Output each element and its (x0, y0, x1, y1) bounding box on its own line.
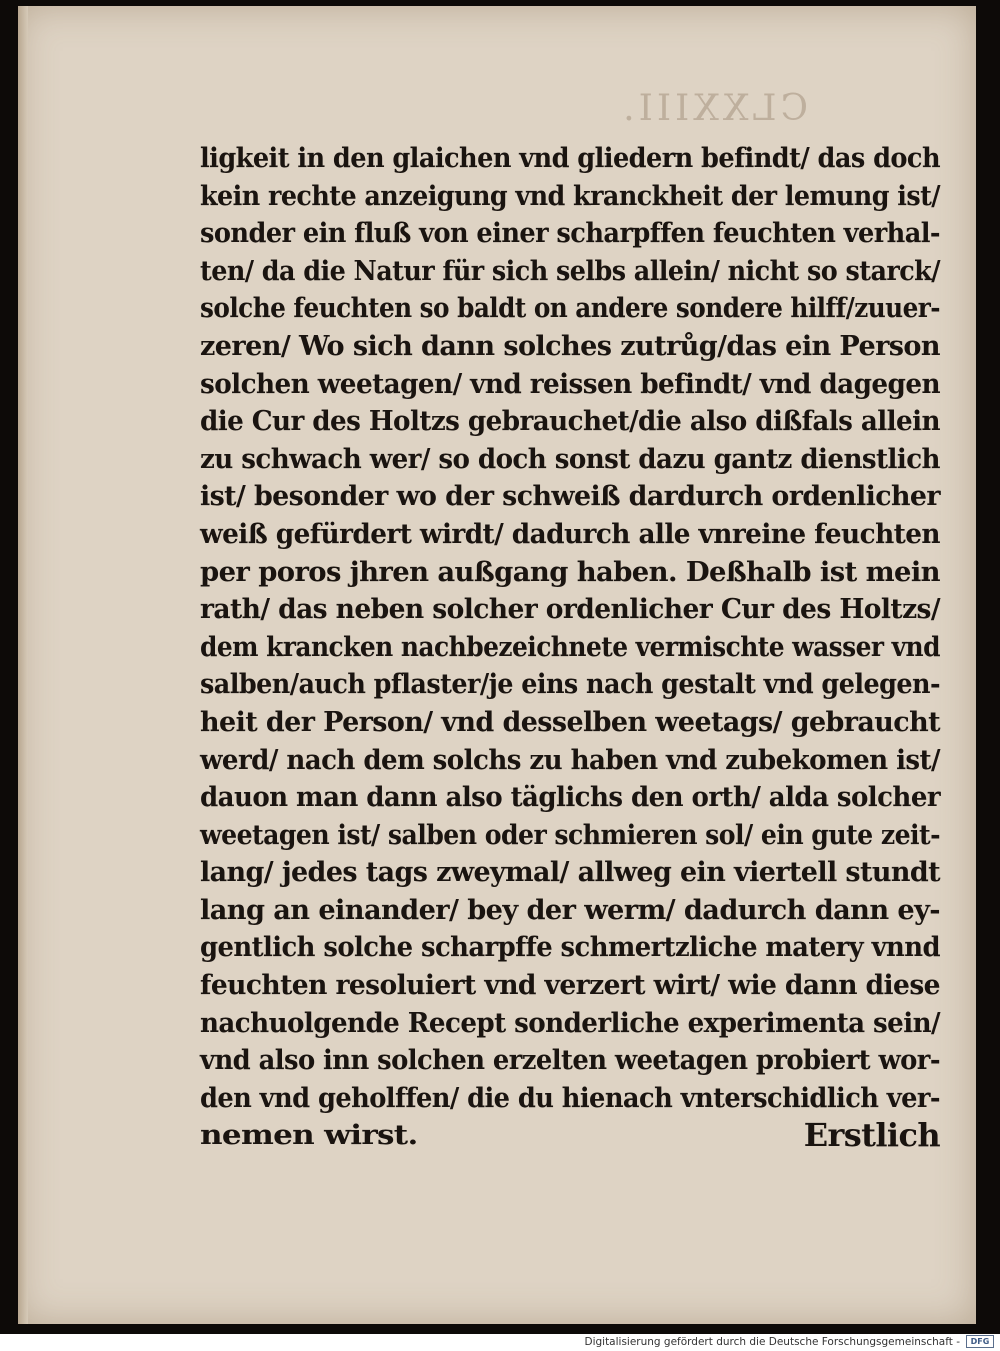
text-line (200, 1005, 940, 1043)
text-line (200, 929, 940, 967)
text-line (200, 742, 940, 780)
footer-bar (0, 1334, 1000, 1351)
text-line (200, 854, 940, 892)
text-line (200, 215, 940, 253)
text-line (200, 704, 940, 742)
text-line (200, 290, 940, 328)
catchword: Erstlich (803, 1116, 940, 1155)
text-line (200, 328, 940, 366)
text-line-content: lang an einander/ bey der werm/ dadurch dann ey- (200, 894, 940, 926)
text-line (200, 1117, 940, 1155)
text-line-content: heit der Person/ vnd desselben weetags/ gebraucht (200, 706, 940, 738)
text-line-content: weiß gefürdert wirdt/ dadurch alle vnreine feuchten (200, 518, 940, 550)
text-line (200, 1042, 940, 1080)
text-line-content: nachuolgende Recept sonderliche experimenta sein/ (200, 1007, 940, 1039)
text-line-content: zeren/ Wo sich dann solches zutrůg/das ein Person (200, 330, 941, 362)
text-line-content: ten/ da die Natur für sich selbs allein/ nicht so starck/ (200, 255, 940, 287)
text-line-content: solchen weetagen/ vnd reissen befindt/ vnd dagegen (200, 368, 940, 400)
text-line-content: dauon man dann also täglichs den orth/ alda solcher (200, 782, 940, 814)
text-line-content: salben/auch pflaster/je eins nach gestalt vnd gelegen- (200, 669, 940, 701)
running-head-bleedthrough: CLXXIII. (619, 88, 808, 129)
text-line (200, 178, 940, 216)
text-line-content: weetagen ist/ salben oder schmieren sol/ ein gute zeit- (200, 819, 940, 851)
text-line-content: werd/ nach dem solchs zu haben vnd zubekomen ist/ (200, 744, 940, 776)
text-line (200, 403, 940, 441)
text-line (200, 478, 940, 516)
text-line (200, 779, 940, 817)
text-line-content: ligkeit in den glaichen vnd gliedern befindt/ das doch (200, 143, 940, 174)
text-line-content: zu schwach wer/ so doch sonst dazu gantz dienstlich (200, 443, 940, 475)
text-line (200, 591, 940, 629)
text-line-content: solche feuchten so baldt on andere sondere hilff/zuuer- (200, 293, 940, 325)
text-line-content: feuchten resoluiert vnd verzert wirt/ wie dann diese (200, 970, 940, 1002)
text-line (200, 892, 940, 930)
text-line-content: gentlich solche scharpffe schmertzliche matery vnnd (200, 932, 940, 964)
text-line-content: per poros jhren außgang haben. Deßhalb ist mein (200, 556, 940, 588)
dfg-logo: DFG (966, 1335, 994, 1348)
funding-credit: Digitalisierung gefördert durch die Deutsche Forschungsgemeinschaft - (584, 1336, 960, 1348)
text-line-content: die Cur des Holtzs gebrauchet/die also dißfals allein (200, 406, 940, 438)
text-line-content: den vnd geholffen/ die du hienach vnterschidlich ver- (200, 1082, 940, 1114)
text-line-content: sonder ein fluß von einer scharpffen feuchten verhal- (200, 218, 940, 250)
text-line (200, 629, 940, 667)
text-line (200, 140, 940, 178)
text-line (200, 666, 940, 704)
text-line-content: rath/ das neben solcher ordenlicher Cur des Holtzs/ (200, 594, 940, 626)
text-line-content: dem krancken nachbezeichnete vermischte wasser vnd (200, 631, 940, 663)
text-line-content: vnd also inn solchen erzelten weetagen probiert wor- (200, 1045, 940, 1077)
text-line (200, 1080, 940, 1118)
text-line (200, 554, 940, 592)
text-line-content: kein rechte anzeigung vnd kranckheit der lemung ist/ (200, 180, 940, 212)
text-line (200, 366, 940, 404)
text-line (200, 817, 940, 855)
body-text (200, 140, 940, 1155)
text-line (200, 253, 940, 291)
text-line (200, 516, 940, 554)
text-line-content: ist/ besonder wo der schweiß dardurch ordenlicher (200, 481, 940, 513)
page-gutter-edge (18, 6, 28, 1324)
text-line (200, 441, 940, 479)
text-line (200, 967, 940, 1005)
text-line-content: lang/ jedes tags zweymal/ allweg ein viertell stundt (200, 857, 940, 889)
text-line-content: nemen wirst. (200, 1120, 418, 1152)
